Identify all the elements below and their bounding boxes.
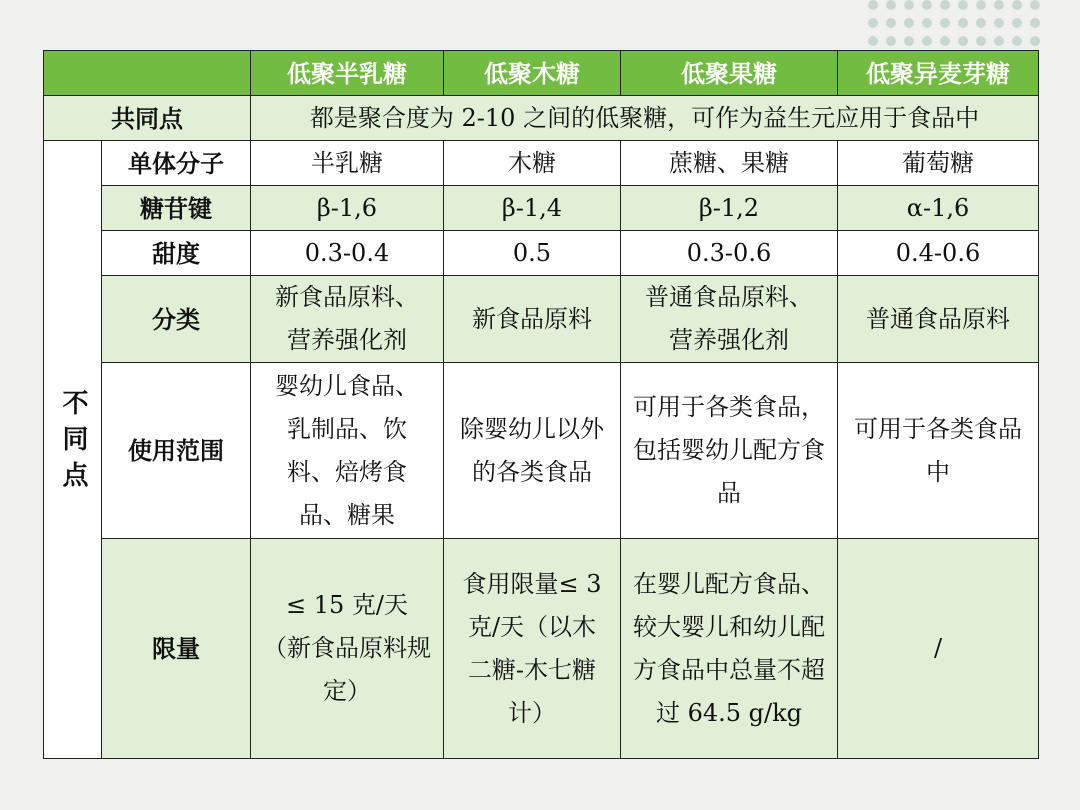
table-cell: 0.3-0.4 [251, 231, 444, 276]
table-cell: 蔗糖、果糖 [621, 141, 838, 186]
decorative-dot-grid [868, 0, 1048, 54]
table-cell: 木糖 [444, 141, 621, 186]
row-monomer [44, 141, 1039, 186]
header-galacto: 低聚半乳糖 [251, 51, 444, 96]
table-cell: 0.5 [444, 231, 621, 276]
table-cell: β-1,4 [444, 186, 621, 231]
row-label: 糖苷键 [102, 186, 251, 231]
table-cell: 0.3-0.6 [621, 231, 838, 276]
table-cell: β-1,6 [251, 186, 444, 231]
row-label: 使用范围 [102, 363, 251, 539]
row-sweetness [44, 231, 1039, 276]
row-label: 甜度 [102, 231, 251, 276]
table-cell: 0.4-0.6 [838, 231, 1039, 276]
row-limit [44, 539, 1039, 759]
table-cell: α-1,6 [838, 186, 1039, 231]
table-cell: 食用限量≤ 3 克/天（以木二糖-木七糖计） [444, 539, 621, 759]
row-usage-scope [44, 363, 1039, 539]
table-cell: / [838, 539, 1039, 759]
header-row [44, 51, 1039, 96]
header-isomalto: 低聚异麦芽糖 [838, 51, 1039, 96]
row-glycosidic-bond [44, 186, 1039, 231]
row-label: 限量 [102, 539, 251, 759]
table-cell: 可用于各类食品中 [838, 363, 1039, 539]
row-category [44, 276, 1039, 363]
table-cell: 除婴幼儿以外的各类食品 [444, 363, 621, 539]
table-cell: 半乳糖 [251, 141, 444, 186]
table-cell: 可用于各类食品，包括婴幼儿配方食品 [621, 363, 838, 539]
table-cell: 葡萄糖 [838, 141, 1039, 186]
diff-label: 不同点 [44, 141, 102, 759]
header-corner [44, 51, 251, 96]
common-text: 都是聚合度为 2-10 之间的低聚糖，可作为益生元应用于食品中 [251, 96, 1039, 141]
table-cell: 普通食品原料 [838, 276, 1039, 363]
table-cell: 普通食品原料、营养强化剂 [621, 276, 838, 363]
table-cell: β-1,2 [621, 186, 838, 231]
header-fructo: 低聚果糖 [621, 51, 838, 96]
table-cell: ≤ 15 克/天（新食品原料规定） [251, 539, 444, 759]
row-label: 分类 [102, 276, 251, 363]
header-xylo: 低聚木糖 [444, 51, 621, 96]
common-label: 共同点 [44, 96, 251, 141]
table-cell: 婴幼儿食品、乳制品、饮料、焙烤食品、糖果 [251, 363, 444, 539]
table-cell: 新食品原料 [444, 276, 621, 363]
common-row [44, 96, 1039, 141]
table-cell: 新食品原料、营养强化剂 [251, 276, 444, 363]
row-label: 单体分子 [102, 141, 251, 186]
oligosaccharide-comparison-table [43, 50, 1039, 759]
table-cell: 在婴儿配方食品、较大婴儿和幼儿配方食品中总量不超过 64.5 g/kg [621, 539, 838, 759]
